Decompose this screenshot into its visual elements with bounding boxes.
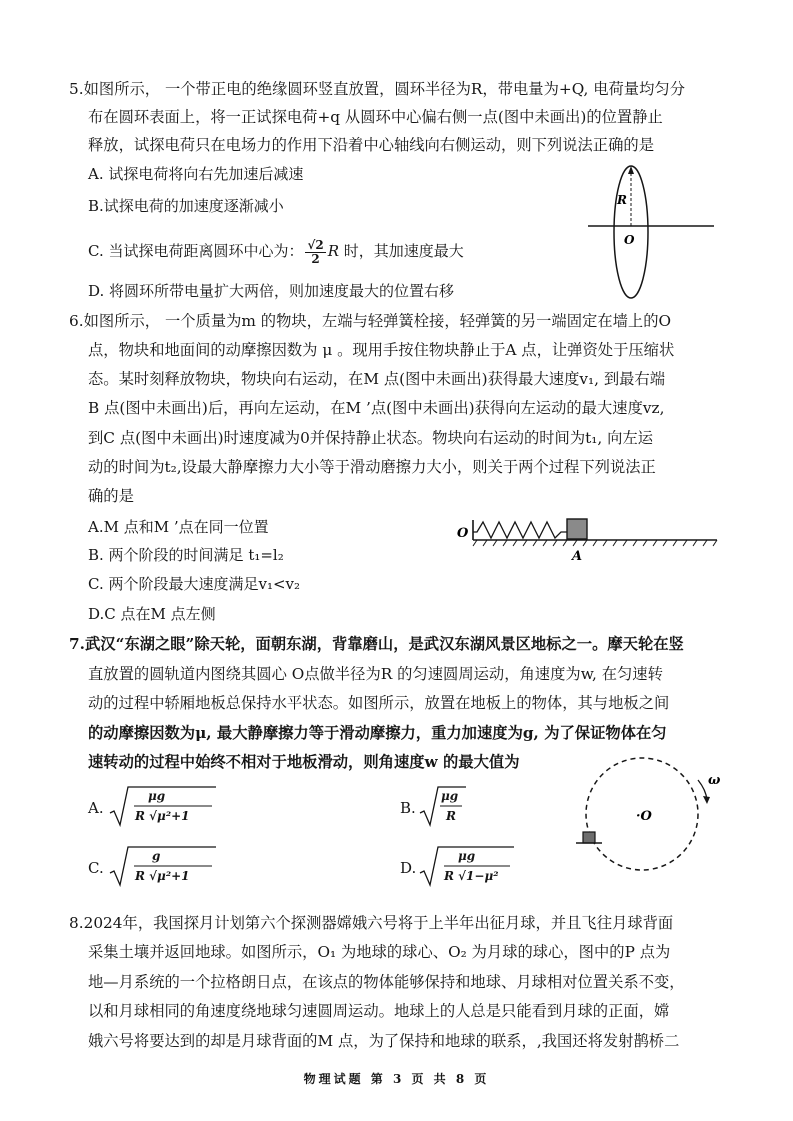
q5-fraction-numerator: √2 (307, 237, 324, 252)
figure-label-a: A (572, 549, 583, 564)
q7-option-a-denominator: R √μ²+1 (135, 809, 190, 823)
q7-option-c-label: C. (88, 859, 104, 877)
q6-line-6: 动的时间为t₂,设最大静摩擦力大小等于滑动磨擦力大小，则关于两个过程下列说法正 (88, 458, 656, 476)
figure-label-r: R (617, 193, 627, 207)
q5-option-c-tail: 时，其加速度最大 (339, 242, 464, 260)
q7-option-c-denominator: R √μ²+1 (135, 869, 190, 883)
q5-option-a: A. 试探电荷将向右先加速后减速 (88, 165, 304, 183)
q5-option-c (88, 238, 464, 266)
q6-option-a: A.M 点和M ’点在同一位置 (88, 518, 269, 536)
q7-line-5: 速转动的过程中始终不相对于地板滑动，则角速度w 的最大值为 (88, 753, 520, 771)
figure-label-o: ·O (636, 809, 652, 824)
block (567, 519, 587, 539)
cabin-object (583, 832, 595, 843)
q7-line-1: 7.武汉“东湖之眼”除天轮，面朝东湖，背靠磨山，是武汉东湖风景区地标之一。摩天轮在竖 (69, 635, 684, 653)
q7-option-a-label: A. (88, 799, 104, 817)
q6-spring-figure (455, 512, 720, 564)
q5-option-d: D. 将圆环所带电量扩大两倍，则加速度最大的位置右移 (88, 282, 455, 300)
q6-line-7: 确的是 (88, 487, 134, 505)
q7-option-b-label: B. (400, 799, 416, 817)
q8-line-2: 采集土壤并返回地球。如图所示，O₁ 为地球的球心、O₂ 为月球的球心，图中的P 点为 (88, 943, 671, 961)
q7-option-c-numerator: g (152, 849, 161, 863)
q5-fraction-denominator: 2 (311, 251, 320, 266)
q5-option-c-fraction (305, 239, 325, 266)
q7-line-2: 直放置的圆轨道内图绕其圆心 O点做半径为R 的匀速圆周运动，角速度为w, 在匀速转 (88, 665, 663, 683)
q7-option-d-label: D. (400, 859, 417, 877)
q5-option-c-text: C. 当试探电荷距离圆环中心为： (88, 242, 304, 260)
q6-line-1: 6.如图所示， 一个质量为m 的物块，左端与轻弹簧栓接，轻弹簧的另一端固定在墙上的O (69, 312, 672, 330)
q6-line-2: 点，物块和地面间的动摩擦因数为 μ 。现用手按住物块静止于A 点，让弹资处于压缩状 (88, 341, 675, 359)
q7-ferris-wheel-figure (570, 752, 730, 882)
ground-hatching (473, 540, 717, 546)
q5-ring-figure (588, 160, 718, 310)
q7-line-4: 的动摩擦因数为μ, 最大静摩擦力等于滑动摩擦力，重力加速度为g, 为了保证物体在匀 (88, 724, 667, 742)
q6-option-b: B. 两个阶段的时间满足 t₁=l₂ (88, 546, 284, 564)
spring (473, 522, 567, 538)
q6-line-4: B 点(图中未画出)后，再向左运动，在M ’点(图中未画出)获得向左运动的最大速度vz, (88, 399, 665, 417)
q5-option-c-radius: R (327, 242, 340, 260)
figure-label-o: O (457, 526, 469, 541)
figure-label-omega: ω (708, 773, 721, 788)
q8-line-3: 地—月系统的一个拉格朗日点，在该点的物体能够保持和地球、月球相对位置关系不变， (88, 973, 685, 991)
figure-label-o: O (624, 233, 635, 247)
q7-option-d-denominator: R √1−μ² (444, 869, 499, 883)
q7-option-b-numerator: μg (441, 789, 459, 803)
q7-option-d-numerator: μg (458, 849, 476, 863)
q5-line-1: 5.如图所示， 一个带正电的绝缘圆环竖直放置，圆环半径为R，带电量为+Q, 电荷量均匀分 (69, 80, 685, 98)
q5-option-b: B.试探电荷的加速度逐渐减小 (88, 197, 284, 215)
q5-line-2: 布在圆环表面上，将一正试探电荷+q 从圆环中心偏右侧一点(图中未画出)的位置静止 (88, 108, 663, 126)
q8-line-4: 以和月球相同的角速度绕地球匀速圆周运动。地球上的人总是只能看到月球的正面，嫦 (88, 1002, 670, 1020)
q8-line-5: 娥六号将要达到的却是月球背面的M 点，为了保持和地球的联系，,我国还将发射鹊桥二 (88, 1032, 680, 1050)
q6-line-3: 态。某时刻释放物块，物块向右运动，在M 点(图中未画出)获得最大速度v₁, 到最右端 (88, 370, 666, 388)
q5-line-3: 释放，试探电荷只在电场力的作用下沿着中心轴线向右侧运动，则下列说法正确的是 (88, 136, 654, 154)
q8-line-1: 8.2024年，我国探月计划第六个探测器嫦娥六号将于上半年出征月球，并且飞往月球背面 (69, 914, 674, 932)
q7-line-3: 动的过程中轿厢地板总保持水平状态。如图所示，放置在地板上的物体，其与地板之间 (88, 694, 670, 712)
q6-option-d: D.C 点在M 点左侧 (88, 605, 216, 623)
page-footer: 物理试题 第 3 页 共 8 页 (303, 1072, 490, 1086)
q7-option-b-denominator: R (446, 809, 456, 823)
q7-option-a-numerator: μg (148, 789, 166, 803)
rotation-arrowhead (703, 796, 710, 804)
q6-line-5: 到C 点(图中未画出)时速度减为0并保持静止状态。物块向右运动的时间为t₁, 向左运 (88, 429, 654, 447)
q6-option-c: C. 两个阶段最大速度满足v₁<v₂ (88, 575, 301, 593)
